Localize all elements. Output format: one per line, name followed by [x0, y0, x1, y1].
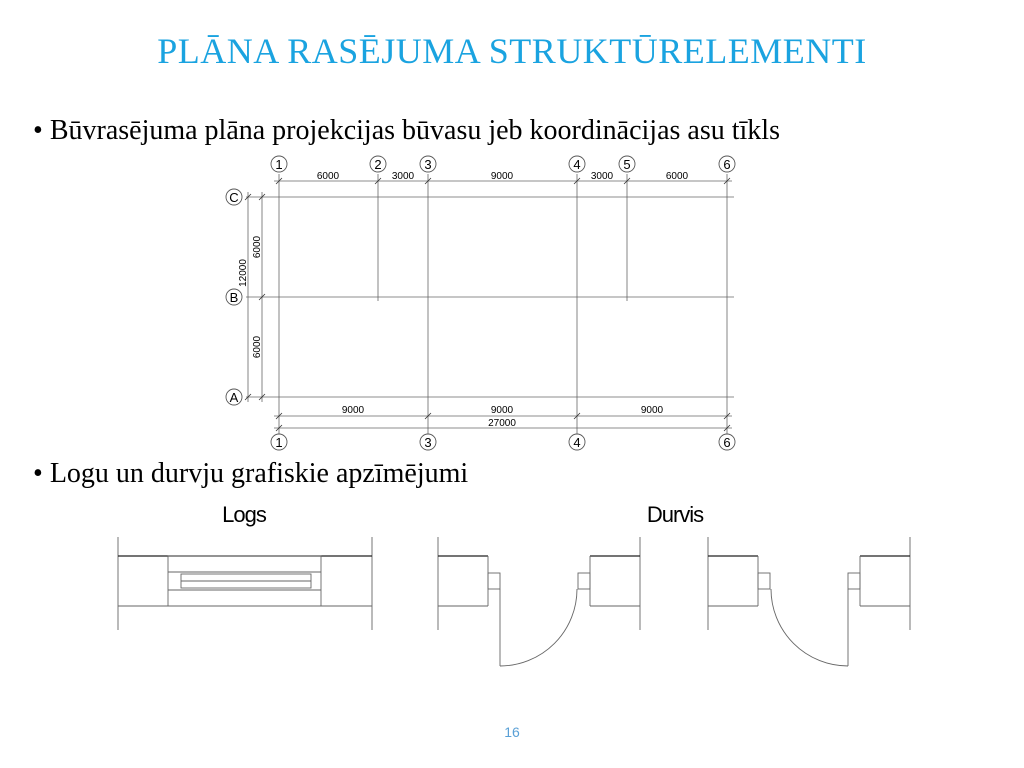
- dimension-text: 9000: [640, 405, 664, 416]
- bullet-text: Logu un durvju grafiskie apzīmējumi: [49, 458, 469, 489]
- door-symbol: [438, 537, 910, 666]
- bullet-symbols: [33, 458, 468, 490]
- window-symbol: [118, 537, 372, 630]
- bottom-axis-markers: [271, 434, 735, 450]
- dimension-text: 9000: [490, 171, 514, 182]
- axis-label: 2: [374, 157, 382, 172]
- door-label: Durvis: [646, 502, 704, 527]
- axis-grid: [245, 174, 734, 434]
- axis-label: 6: [723, 435, 731, 450]
- axis-label: 1: [275, 435, 283, 450]
- bullet-marker: •: [33, 458, 43, 489]
- axis-label: B: [229, 290, 239, 305]
- dimension-text: 6000: [316, 171, 340, 182]
- axis-label: C: [229, 190, 239, 205]
- top-dimensions: [317, 171, 689, 182]
- dimension-total-text: 27000: [488, 418, 516, 429]
- window-label: Logs: [222, 502, 266, 527]
- dimension-text: 3000: [590, 171, 614, 182]
- dimension-total-text: 12000: [238, 259, 249, 287]
- dimension-text: 6000: [252, 235, 263, 259]
- dimension-ticks: [245, 178, 730, 431]
- dimension-text: 9000: [341, 405, 365, 416]
- top-axis-markers: [271, 156, 735, 172]
- dimension-text: 9000: [490, 405, 514, 416]
- slide-title: PLĀNA RASĒJUMA STRUKTŪRELEMENTI: [157, 31, 867, 71]
- axis-label: A: [229, 390, 239, 405]
- dimension-text: 6000: [665, 171, 689, 182]
- axis-label: 3: [424, 157, 432, 172]
- page-number: 16: [504, 724, 520, 740]
- axis-label: 6: [723, 157, 731, 172]
- axis-label: 3: [424, 435, 432, 450]
- axis-label: 4: [573, 435, 581, 450]
- axis-label: 1: [275, 157, 283, 172]
- bottom-dimensions: [342, 405, 664, 429]
- dimension-text: 3000: [391, 171, 415, 182]
- axis-label: 5: [623, 157, 631, 172]
- dimension-text: 6000: [252, 335, 263, 359]
- bullet-text: Būvrasējuma plāna projekcijas būvasu jeb koordinācijas asu tīkls: [49, 115, 780, 146]
- axis-label: 4: [573, 157, 581, 172]
- bullet-marker: •: [33, 115, 43, 146]
- side-axis-markers: [226, 189, 242, 405]
